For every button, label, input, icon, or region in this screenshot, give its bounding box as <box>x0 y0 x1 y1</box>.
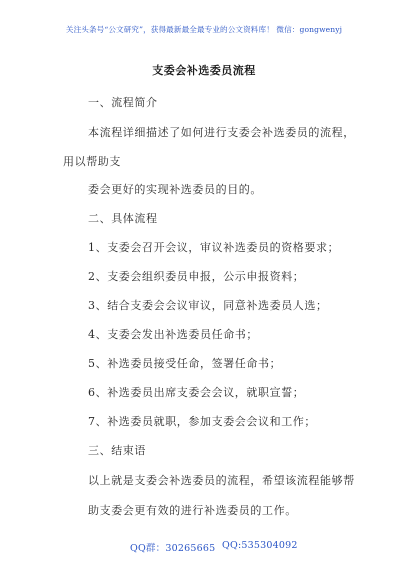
footer-qq-group: QQ群：30265665 <box>130 543 216 554</box>
step-item: 5、补选委员接受任命，签署任命书； <box>88 357 282 370</box>
step-item: 1、支委会召开会议，审议补选委员的资格要求； <box>88 241 340 254</box>
section1-paragraph-line1: 本流程详细描述了如何进行支委会补选委员的流程， <box>88 126 355 139</box>
step-item: 6、补选委员出席支委会会议，就职宣誓； <box>88 386 305 399</box>
footer-qq: QQ:535304092 <box>222 540 298 551</box>
step-item: 3、结合支委会会议审议，同意补选委员人选； <box>88 299 328 312</box>
document-title: 支委会补选委员流程 <box>152 64 256 77</box>
section1-paragraph-line2: 用以帮助支 <box>63 155 121 168</box>
section1-heading: 一、流程简介 <box>88 96 158 109</box>
step-item: 2、支委会组织委员申报，公示申报资料； <box>88 270 305 283</box>
section3-paragraph-line1: 以上就是支委会补选委员的流程，希望该流程能够帮 <box>88 474 355 487</box>
section3-heading: 三、结束语 <box>88 444 146 457</box>
section2-heading: 二、具体流程 <box>88 212 158 225</box>
header-note: 关注头条号“公文研究”，获得最新最全最专业的公文资料库！ 微信：gongwenyj <box>65 25 343 34</box>
section1-paragraph-line3: 委会更好的实现补选委员的目的。 <box>88 183 262 196</box>
section3-paragraph-line2: 助支委会更有效的进行补选委员的工作。 <box>88 504 297 517</box>
step-item: 4、支委会发出补选委员任命书； <box>88 328 258 341</box>
step-item: 7、补选委员就职，参加支委会会议和工作； <box>88 415 316 428</box>
